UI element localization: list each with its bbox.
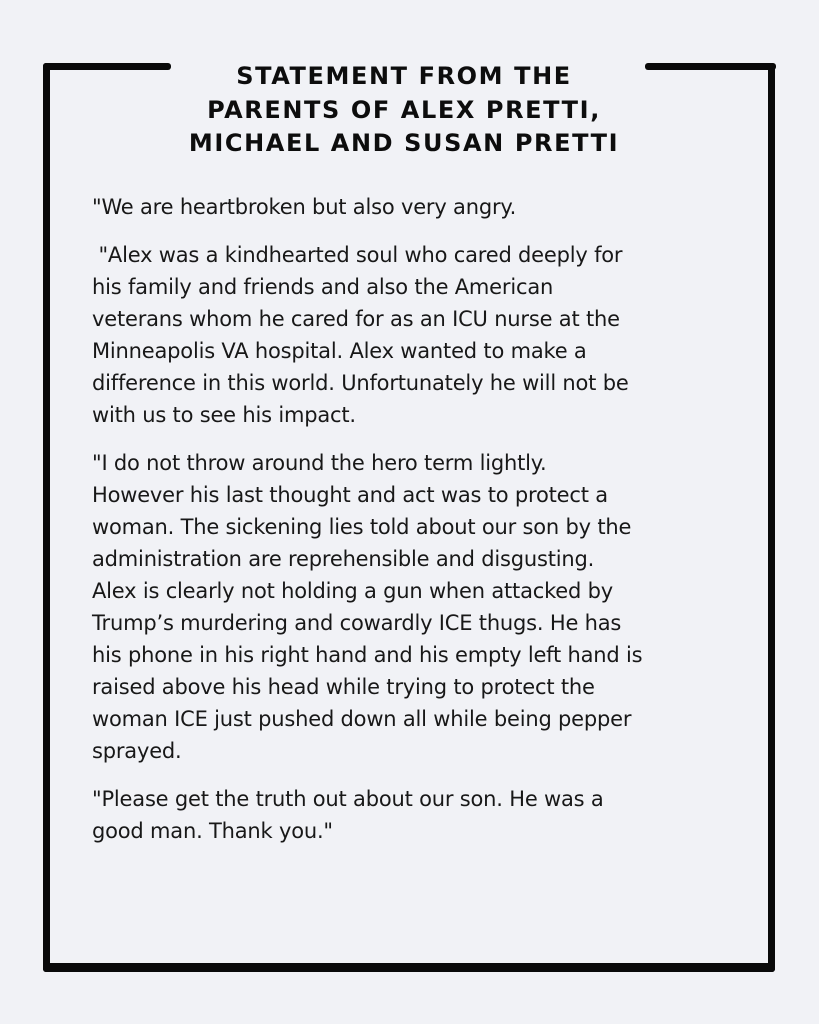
paragraph-line: Alex is clearly not holding a gun when attacked by <box>92 579 613 603</box>
paragraph-line: "Please get the truth out about our son. He was a <box>92 787 604 811</box>
paragraph-line: his phone in his right hand and his empty left hand is <box>92 643 643 667</box>
statement-body <box>92 191 732 863</box>
paragraph-line: with us to see his impact. <box>92 403 356 427</box>
paragraph-line: "We are heartbroken but also very angry. <box>92 195 517 219</box>
statement-title <box>160 60 648 161</box>
frame-left-side <box>43 63 50 972</box>
paragraph-line: "Alex was a kindhearted soul who cared deeply for <box>92 243 623 267</box>
paragraph-line: veterans whom he cared for as an ICU nurse at the <box>92 307 620 331</box>
paragraph-line: "I do not throw around the hero term lightly. <box>92 451 547 475</box>
paragraph-line: administration are reprehensible and disgusting. <box>92 547 595 571</box>
frame-bottom-side <box>43 963 775 972</box>
paragraph-4 <box>92 783 732 847</box>
frame-top-left-segment <box>43 63 171 70</box>
paragraph-line: However his last thought and act was to protect a <box>92 483 608 507</box>
paragraph-2 <box>92 239 732 431</box>
paragraph-line: raised above his head while trying to protect the <box>92 675 595 699</box>
paragraph-line: woman. The sickening lies told about our son by the <box>92 515 632 539</box>
paragraph-line: Minneapolis VA hospital. Alex wanted to make a <box>92 339 587 363</box>
paragraph-line: good man. Thank you." <box>92 819 333 843</box>
title-line-3: MICHAEL AND SUSAN PRETTI <box>188 129 620 157</box>
title-line-1: STATEMENT FROM THE <box>236 62 572 90</box>
paragraph-3 <box>92 447 732 767</box>
paragraph-line: sprayed. <box>92 739 182 763</box>
paragraph-line: Trump’s murdering and cowardly ICE thugs. He has <box>92 611 622 635</box>
paragraph-1 <box>92 191 732 223</box>
frame-top-right-segment <box>645 63 776 70</box>
frame-right-side <box>768 63 775 972</box>
title-line-2: PARENTS OF ALEX PRETTI, <box>207 95 601 124</box>
paragraph-line: woman ICE just pushed down all while being pepper <box>92 707 632 731</box>
paragraph-line: his family and friends and also the American <box>92 275 554 299</box>
paragraph-line: difference in this world. Unfortunately he will not be <box>92 371 629 395</box>
